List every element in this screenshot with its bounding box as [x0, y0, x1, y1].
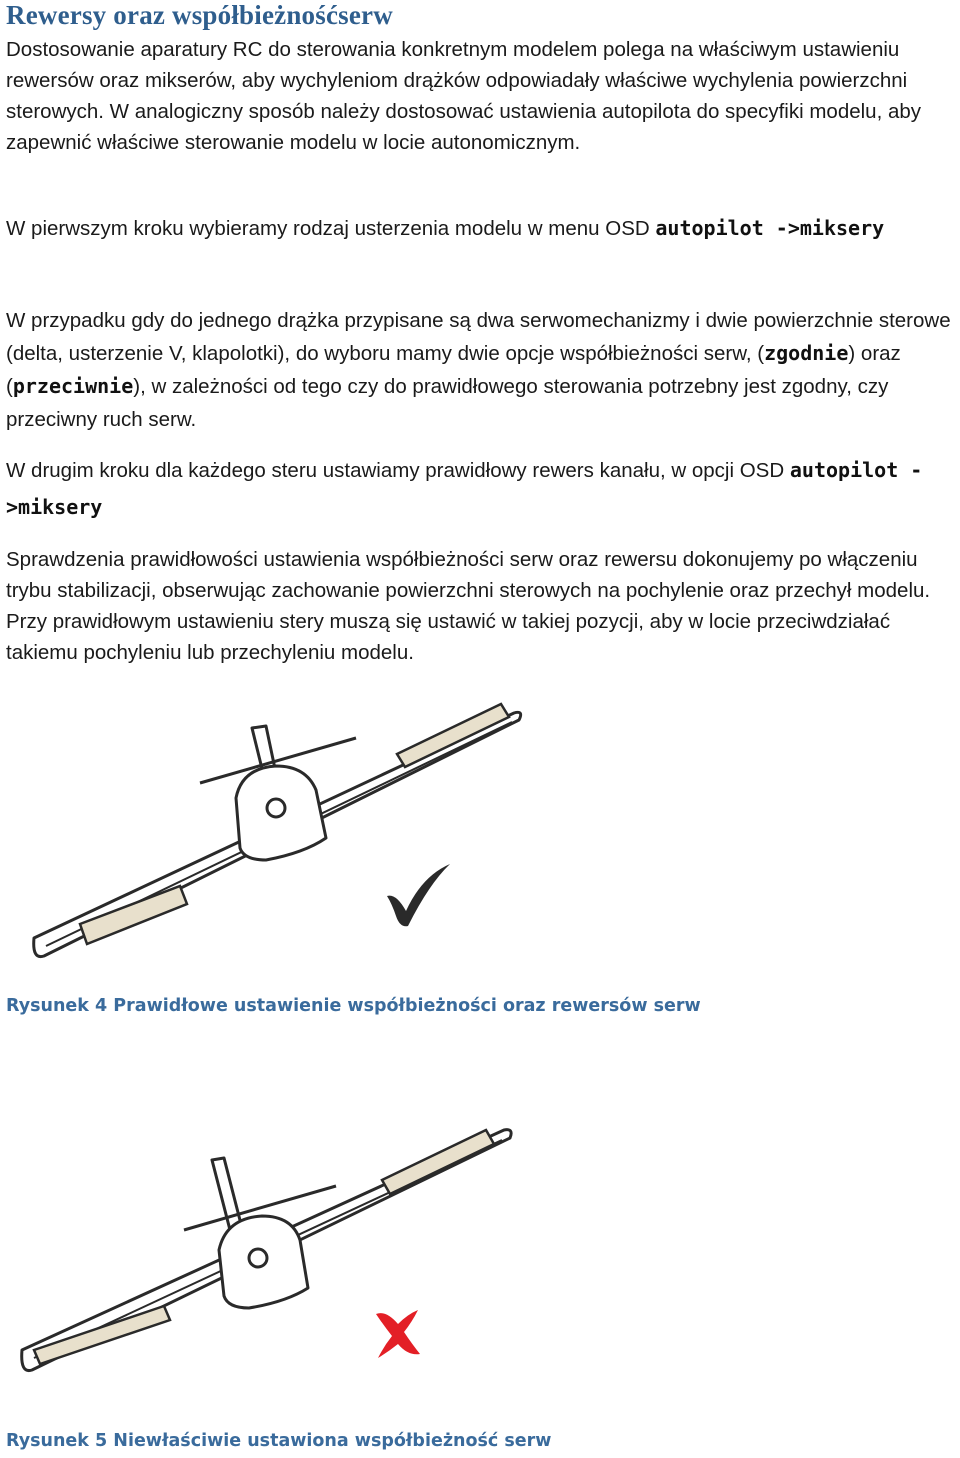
intro-paragraph: Dostosowanie aparatury RC do sterowania konkretnym modelem polega na właściwym ustawieniu rewersów oraz mikserów, aby wychyleniom drążków odpowiadały właściwe wychylenia powierzchni sterowych. W analogiczny sposób należy dostosować ustawienia autopilota do specyfiki modelu, aby zapewnić właściwe sterowanie modelu w locie autonomicznym.	[6, 38, 922, 154]
option-zgodnie: zgodnie	[764, 341, 849, 365]
step1-menu-path: autopilot ->miksery	[655, 216, 885, 240]
step2-paragraph	[6, 452, 956, 526]
step2-menu-path: autopilot ->miksery	[6, 458, 923, 519]
verification-paragraph: Sprawdzenia prawidłowości ustawienia współbieżności serw oraz rewersu dokonujemy po włączeniu trybu stabilizacji, obserwując zachowanie powierzchni sterowych na pochylenie oraz przechył modelu. Przy prawidłowym ustawieniu stery muszą się ustawić w takiej pozycji, aby w locie przeciwdziałać takiemu pochyleniu lub przechyleniu modelu.	[6, 548, 931, 664]
figure-incorrect-setting	[4, 1088, 524, 1408]
coincidence-text-2: ) oraz (	[6, 342, 901, 398]
figure2-caption: Rysunek 5 Niewłaściwie ustawiona współbieżność serw	[6, 1431, 552, 1451]
coincidence-text-3: ), w zależności od tego czy do prawidłowego sterowania potrzebny jest zgodny, czy przeciwny ruch serw.	[6, 375, 889, 431]
coincidence-paragraph	[6, 304, 956, 436]
coincidence-text-1: W przypadku gdy do jednego drążka przypisane są dwa serwomechanizmy i dwie powierzchnie sterowe (delta, usterzenie V, klapolotki), do wyboru mamy dwie opcje współbieżności serw, (	[6, 309, 951, 365]
page-title: Rewersy oraz współbieżnośćserw	[6, 0, 393, 30]
figure-correct-setting	[4, 688, 544, 968]
step2-text: W drugim kroku dla każdego steru ustawiamy prawidłowy rewers kanału, w opcji OSD	[6, 459, 790, 482]
step1-paragraph	[6, 210, 956, 247]
step1-text: W pierwszym kroku wybieramy rodzaj usterzenia modelu w menu OSD	[6, 217, 656, 240]
figure1-caption: Rysunek 4 Prawidłowe ustawienie współbieżności oraz rewersów serw	[6, 996, 701, 1016]
option-przeciwnie: przeciwnie	[12, 374, 134, 398]
